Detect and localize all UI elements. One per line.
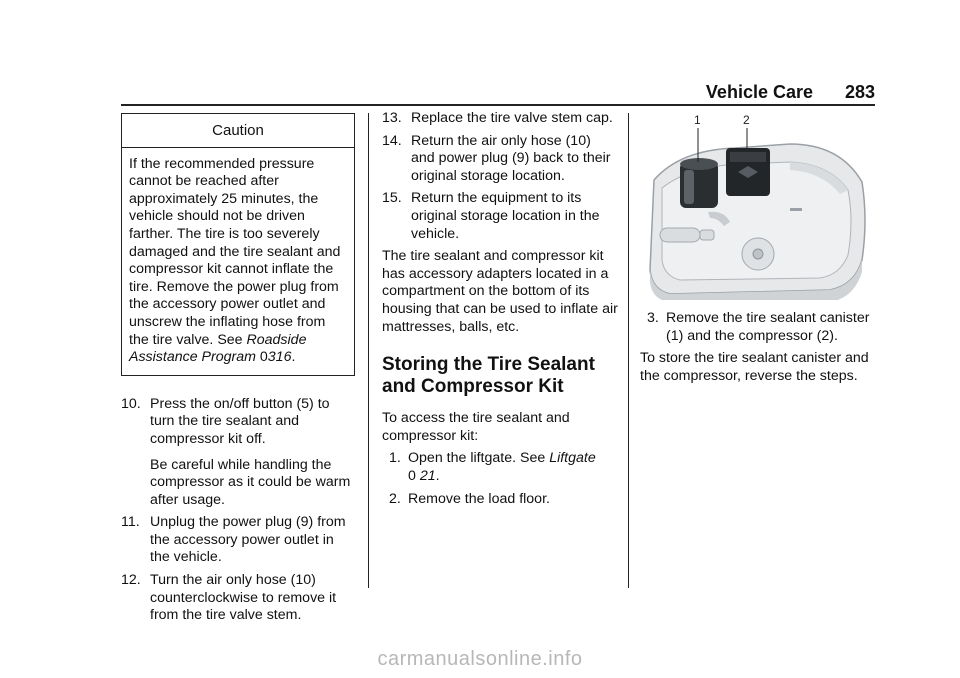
- caution-end: .: [291, 349, 296, 366]
- page-ref-icon: 0: [408, 467, 416, 484]
- step-15: [382, 190, 618, 243]
- liftgate-link[interactable]: Liftgate: [549, 450, 596, 467]
- step-number: 3.: [647, 310, 659, 326]
- watermark: carmanualsonline.info: [377, 648, 583, 670]
- step-end: .: [435, 467, 440, 484]
- step-number: 11.: [121, 514, 140, 531]
- step-number: 15.: [382, 190, 402, 207]
- store-paragraph: To store the tire sealant canister and the compressor, reverse the steps.: [640, 350, 869, 384]
- step-10: [121, 396, 357, 510]
- step-text: Return the air only hose (10) and power plug (9) back to their original storage location.: [411, 132, 611, 184]
- column-3: [640, 110, 876, 390]
- step-number: 12.: [121, 572, 141, 589]
- caution-body: [122, 148, 354, 375]
- step-number: 13.: [382, 110, 402, 126]
- section-title: Vehicle Care: [705, 82, 813, 102]
- step-text: Press the on/off button (5) to turn the tire sealant and compressor kit off.: [150, 395, 330, 447]
- caution-box: [121, 113, 355, 376]
- step-text: Unplug the power plug (9) from the accessory power outlet in the vehicle.: [150, 514, 346, 566]
- step-number: 2.: [389, 490, 401, 507]
- caution-ref-page[interactable]: 316: [267, 349, 292, 366]
- storage-tray-drawing: [640, 110, 872, 300]
- step-12: [121, 572, 357, 625]
- liftgate-ref-page[interactable]: 21: [419, 467, 436, 484]
- step-13: [382, 110, 618, 128]
- step-3: [640, 310, 876, 345]
- step-2: [382, 491, 618, 509]
- caution-link[interactable]: Roadside Assistance Program: [129, 331, 307, 366]
- step-text: Turn the air only hose (10) counterclockwise to remove it from the tire valve stem.: [150, 572, 337, 624]
- column-divider: [628, 113, 629, 588]
- column-2: [382, 110, 618, 513]
- section-heading: Storing the Tire Sealant and Compressor Kit: [382, 354, 595, 398]
- step-text: Replace the tire valve stem cap.: [411, 110, 613, 126]
- step-note: Be careful while handling the compressor as it could be warm after usage.: [150, 456, 351, 508]
- step-number: 1.: [389, 450, 401, 467]
- column-divider: [368, 113, 369, 588]
- step-number: 14.: [382, 132, 402, 149]
- callout-1: 1: [694, 113, 701, 127]
- adapters-paragraph: The tire sealant and compressor kit has accessory adapters located in a compartment on the bottom of its housing that can be used to inflate air mattresses, balls, etc.: [382, 248, 618, 335]
- step-text-main: Open the liftgate. See: [408, 450, 550, 467]
- step-11: [121, 514, 357, 567]
- col3-steps: [640, 310, 876, 345]
- page-ref-icon: 0: [259, 349, 268, 366]
- column-1: [121, 113, 357, 630]
- storage-illustration: [640, 110, 872, 300]
- step-text: Remove the tire sealant canister (1) and the compressor (2).: [666, 310, 870, 344]
- page-header: [121, 80, 875, 106]
- step-14: [382, 133, 618, 186]
- callout-2: 2: [743, 113, 750, 127]
- page-number: 283: [844, 82, 875, 102]
- step-1: [382, 450, 618, 485]
- caution-title: Caution: [122, 114, 354, 148]
- step-text: [408, 450, 618, 485]
- caution-text: If the recommended pressure cannot be reached after approximately 25 minutes, the vehicle should not be driven farther. The tire is too severely damaged and the tire sealant and compressor kit cannot inflate the tire. Remove the power plug from the accessory power outlet and unscrew the inflating hose from the tire valve. See: [129, 155, 341, 348]
- access-steps: [382, 450, 618, 508]
- access-intro: To access the tire sealant and compressor kit:: [382, 410, 570, 444]
- step-number: 10.: [121, 395, 141, 412]
- step-text: Remove the load floor.: [408, 490, 550, 507]
- step-text: Return the equipment to its original storage location in the vehicle.: [411, 190, 600, 242]
